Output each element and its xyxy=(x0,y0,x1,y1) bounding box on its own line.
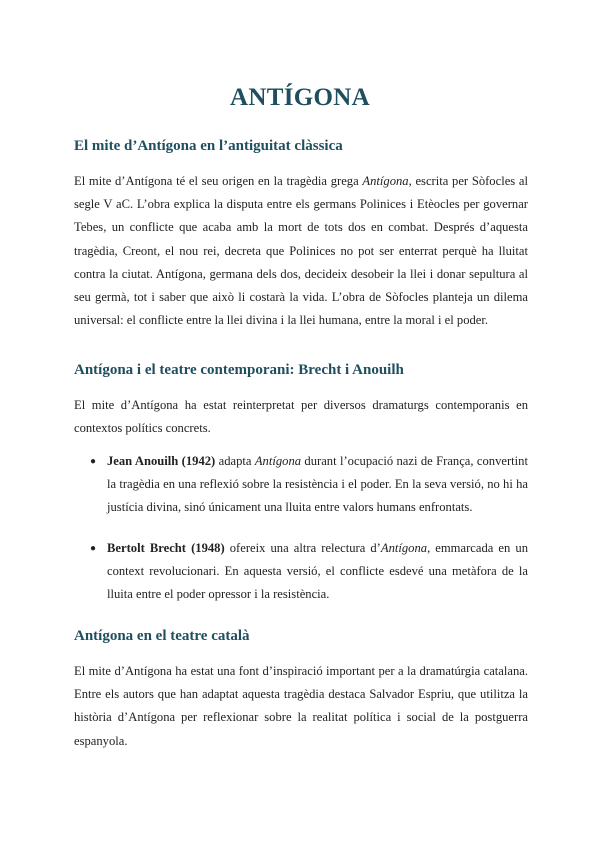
list-item xyxy=(90,450,528,520)
author-name: Jean Anouilh (1942) xyxy=(107,454,216,468)
paragraph-contemporary-intro: El mite d’Antígona ha estat reinterpretat per diversos dramaturgs contemporanis en contextos polítics concrets. xyxy=(74,398,528,436)
authors-list xyxy=(90,450,528,606)
list-item-text: durant l’ocupació nazi de França, convertint la tragèdia en una reflexió sobre la resistència i el poder. En la seva versió, no hi ha justícia divina, sinó únicament una lluita entre valors humans enfrontats. xyxy=(107,454,528,515)
document-title: ANTÍGONA xyxy=(230,84,370,111)
paragraph-text: , escrita per Sòfocles al segle V aC. L’obra explica la disputa entre els germans Polinices i Etèocles per governar Tebes, un conflicte que acaba amb la mort de tots dos en combat. Després d’aquesta tragèdia, Creont, el nou rei, decreta que Polinices no pot ser enterrat perquè ha lluitat contra la ciutat. Antígona, germana dels dos, decideix desobeir la llei i donar sepultura al seu germà, tot i saber que això li costarà la vida. L’obra de Sòfocles planteja un dilema universal: el conflicte entre la llei divina i la llei humana, entre la moral i el poder. xyxy=(74,174,528,328)
list-item-text: adapta xyxy=(215,454,255,468)
bullet-icon: ● xyxy=(90,456,97,467)
list-item-text: , emmarcada en un context revolucionari. En aquesta versió, el conflicte esdevé una metàfora de la lluita entre el poder opressor i la resistència. xyxy=(107,540,528,602)
list-item xyxy=(90,537,528,607)
section-heading-catalan: Antígona en el teatre català xyxy=(74,628,250,644)
paragraph-catalan: El mite d’Antígona ha estat una font d’inspiració important per a la dramatúrgia catalana. Entre els autors que han adaptat aquesta tragèdia destaca Salvador Espriu, que utilitza la història d’Antígona per reflexionar sobre la realitat política i social de la postguerra espanyola. xyxy=(74,664,528,748)
paragraph-text: El mite d’Antígona té el seu origen en la tragèdia grega xyxy=(74,174,363,188)
work-title: Antígona xyxy=(254,454,302,468)
bullet-icon: ● xyxy=(90,542,97,554)
work-title: Antígona xyxy=(380,540,428,555)
author-name: Bertolt Brecht (1948) xyxy=(107,540,225,555)
section-heading-classical: El mite d’Antígona en l’antiguitat clàssica xyxy=(74,138,343,154)
work-title: Antígona xyxy=(362,174,409,188)
list-item-text: ofereix una altra relectura d’ xyxy=(224,540,381,555)
section-heading-contemporary: Antígona i el teatre contemporani: Brecht i Anouilh xyxy=(74,362,404,378)
paragraph-classical xyxy=(74,170,528,332)
